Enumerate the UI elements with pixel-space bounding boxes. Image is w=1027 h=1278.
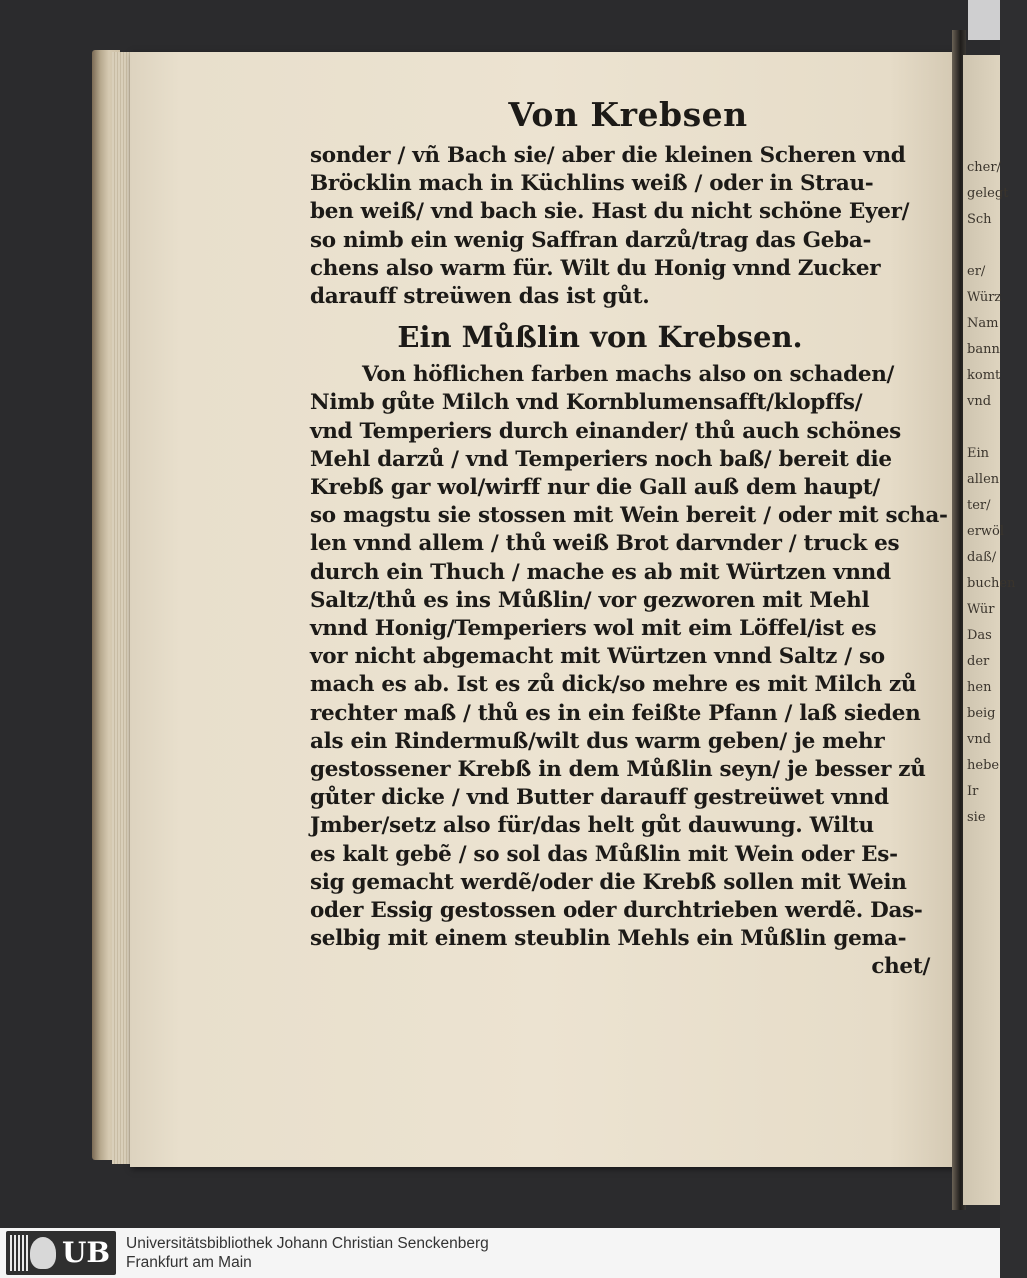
text-line: als ein Rindermuß/wilt dus warm geben/ je mehr [310,728,885,754]
text-line: Mehl darzů / vnd Temperiers noch baß/ bereit die [310,446,892,472]
facing-page-edge [963,55,1016,1205]
paragraph-top [310,142,930,311]
footer-text [126,1234,489,1272]
text-line: gestossener Krebß in dem Můßlin seyn/ je besser zů [310,757,926,783]
text-line: mach es ab. Ist es zů dick/so mehre es mit Milch zů [310,672,917,698]
text-line: so nimb ein wenig Saffran darzů/trag das Geba- [310,227,872,253]
institution-name[interactable]: Universitätsbibliothek Johann Christian Senckenberg [126,1235,489,1252]
text-line: chens also warm für. Wilt du Honig vnnd Zucker [310,255,881,281]
text-line: gůter dicke / vnd Butter darauff gestreüwet vnnd [310,785,889,811]
text-line: vnnd Honig/Temperiers wol mit eim Löffel/ist es [310,616,877,642]
text-line: durch ein Thuch / mache es ab mit Würtzen vnnd [310,559,891,585]
text-line: Jmber/setz also für/das helt gůt dauwung. Wiltu [310,813,874,839]
logo-stripes-icon [10,1235,28,1271]
text-line: vor nicht abgemacht mit Würtzen vnnd Saltz / so [310,644,885,670]
text-line: sig gemacht werdẽ/oder die Krebß sollen mit Wein [310,869,907,895]
text-line: so magstu sie stossen mit Wein bereit / oder mit scha- [310,503,948,529]
logo-text: UB [62,1236,111,1269]
text-line: len vnnd allem / thů weiß Brot darvnder / truck es [310,531,900,557]
text-line: es kalt gebẽ / so sol das Můßlin mit Wein oder Es- [310,841,898,867]
text-line: sonder / vñ Bach sie/ aber die kleinen Scheren vnd [310,143,906,168]
text-line: rechter maß / thů es in ein feißte Pfann / laß sieden [310,700,921,726]
viewer-corner [968,0,1000,40]
text-line: Nimb gůte Milch vnd Kornblumensafft/klopffs/ [310,390,863,416]
footer-bar [0,1228,1000,1278]
text-line: oder Essig gestossen oder durchtrieben werdẽ. Das- [310,898,923,924]
logo-portrait-icon [30,1237,56,1269]
text-line: ben weiß/ vnd bach sie. Hast du nicht schöne Eyer/ [310,199,910,225]
institution-city: Frankfurt am Main [126,1254,252,1271]
text-line: selbig mit einem steublin Mehls ein Můßlin gema- [310,926,907,952]
running-head: Von Krebsen [508,95,748,134]
text-line: chet/ [871,954,930,980]
section-title: Ein Můßlin von Krebsen. [397,320,803,355]
paragraph-body [310,361,948,981]
text-line: Saltz/thů es ins Můßlin/ vor gezworen mit Mehl [310,587,870,613]
facing-page-text: cher/ gelegt Sch er/ Würz Nam bann komt vnd Ein allen ter/ erwöl daß/ buchen Wür Das der hen beig vnd hebe Ir sie [967,160,1016,825]
page-text [310,95,948,982]
text-line: vnd Temperiers durch einander/ thů auch schönes [310,418,901,444]
text-line: Krebß gar wol/wirff nur die Gall auß dem haupt/ [310,475,880,501]
ub-logo[interactable] [6,1231,116,1275]
text-line: Bröcklin mach in Küchlins weiß / oder in Strau- [310,171,874,197]
text-line: Von höflichen farben machs also on schaden/ [362,362,895,388]
text-line: darauff streüwen das ist gůt. [310,284,650,310]
